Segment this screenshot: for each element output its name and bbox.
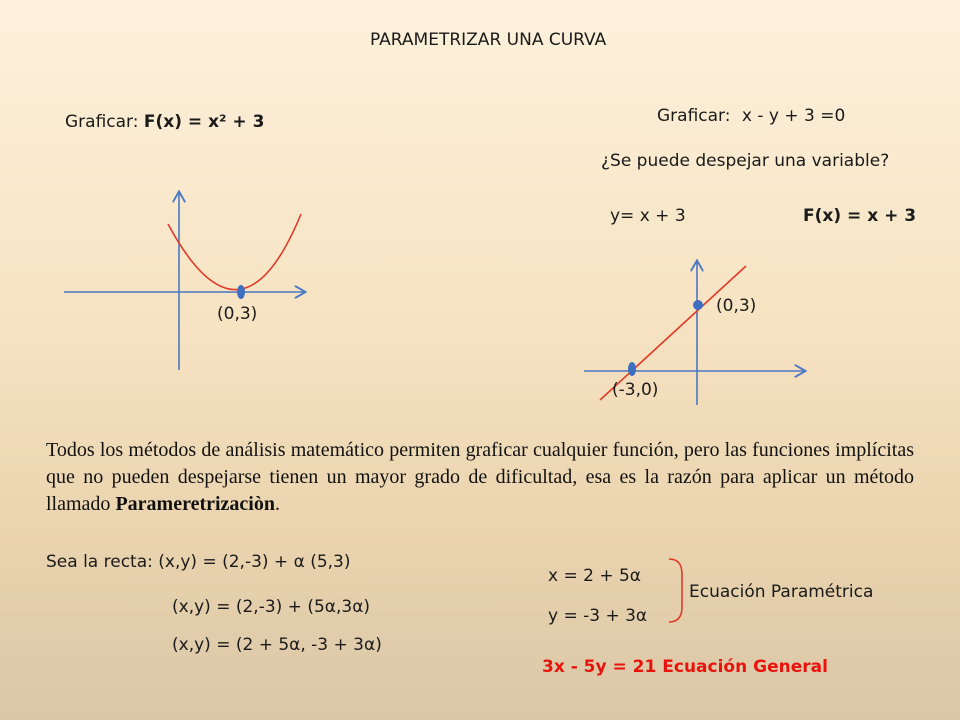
- parametric-bracket: [669, 559, 682, 622]
- paragraph-text: Todos los métodos de análisis matemático permiten graficar cualquier función, pero las funciones implícitas que no pueden despejarse tienen un mayor grado de dificultad, esa es la razón para aplicar un método llamado: [46, 439, 914, 515]
- right-graficar-label: Graficar:: [657, 106, 731, 126]
- left-function: F(x) = x² + 3: [143, 112, 265, 132]
- right-equation: x - y + 3 =0: [741, 106, 846, 126]
- parametric-y: y = -3 + 3α: [548, 606, 648, 626]
- parametric-x: x = 2 + 5α: [548, 566, 642, 586]
- paragraph-term: Parameretrizaciòn: [115, 493, 275, 515]
- page-title: PARAMETRIZAR UNA CURVA: [370, 30, 607, 50]
- parametric-label: Ecuación Paramétrica: [689, 582, 874, 602]
- solved-equation: y= x + 3: [610, 206, 686, 226]
- intercept-label: (0,3): [716, 296, 757, 316]
- recta-line-3: (x,y) = (2 + 5α, -3 + 3α): [172, 635, 382, 655]
- root-label: (-3,0): [612, 380, 659, 400]
- paragraph-end: .: [275, 493, 280, 515]
- explanation-paragraph: [46, 437, 914, 518]
- recta-line-2: (x,y) = (2,-3) + (5α,3α): [172, 597, 371, 617]
- despejar-question: ¿Se puede despejar una variable?: [601, 151, 890, 171]
- recta-line-1: Sea la recta: (x,y) = (2,-3) + α (5,3): [46, 552, 351, 572]
- parabola-vertex-point: [237, 285, 245, 299]
- left-graficar-label: Graficar:: [65, 112, 139, 132]
- right-function: F(x) = x + 3: [803, 206, 917, 226]
- root-point: [628, 362, 636, 376]
- intercept-point: [693, 300, 703, 310]
- parabola-curve: [168, 214, 301, 290]
- general-equation: 3x - 5y = 21 Ecuación General: [542, 657, 828, 677]
- vertex-label: (0,3): [217, 304, 258, 324]
